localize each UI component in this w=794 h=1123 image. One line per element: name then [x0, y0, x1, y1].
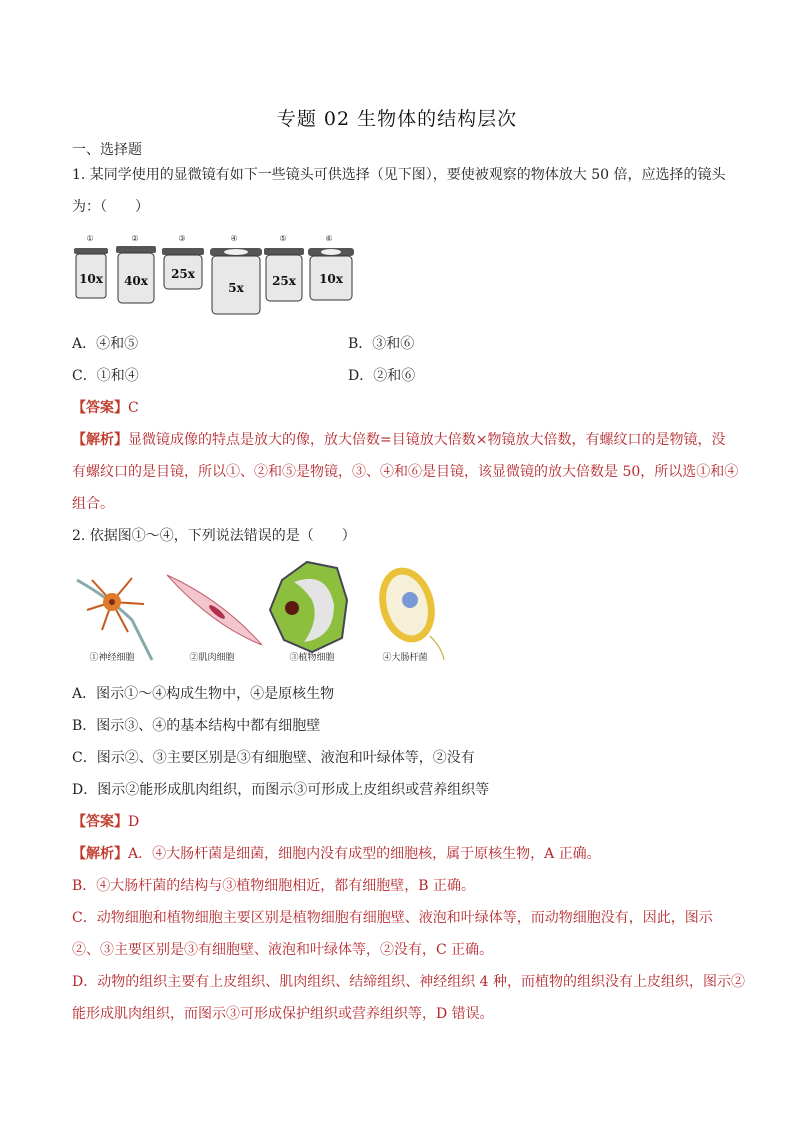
- lens-number: ⑤: [279, 234, 287, 243]
- q1-option-b: B．③和⑥: [348, 336, 415, 352]
- q1-analysis-line3: 组合。: [72, 496, 114, 512]
- lens-6: [308, 234, 354, 300]
- q2-analysis-line6: 能形成肌肉组织，而图示③可形成保护组织或营养组织等，D 错误。: [72, 1006, 494, 1022]
- q1-stem-line2: 为：（ ）: [72, 199, 149, 215]
- lens-number: ③: [178, 234, 186, 243]
- q2-answer: [72, 812, 139, 832]
- q2-option-c: C．图示②、③主要区别是③有细胞壁、液泡和叶绿体等，②没有: [72, 750, 475, 766]
- q2-analysis-line3: C．动物细胞和植物细胞主要区别是植物细胞有细胞壁、液泡和叶绿体等，而动物细胞没有，因此，图示: [72, 910, 713, 926]
- analysis-tag: 【解析】: [72, 846, 128, 862]
- caption-bacterium: ④大肠杆菌: [382, 653, 428, 663]
- lens-4: [210, 234, 262, 314]
- plant-cell-image: [270, 562, 347, 663]
- q2-option-d: D．图示②能形成肌肉组织，而图示③可形成上皮组织或营养组织等: [72, 782, 490, 798]
- lens-label: 25x: [272, 274, 296, 288]
- q1-option-c: C．①和④: [72, 368, 139, 384]
- q2-analysis-line1: [72, 844, 601, 864]
- lens-label: 25x: [171, 267, 195, 281]
- lens-label: 10x: [79, 272, 103, 286]
- neuron-cell-image: [77, 578, 152, 663]
- lens-label: 10x: [319, 272, 343, 286]
- analysis-tag: 【解析】: [72, 432, 128, 448]
- lens-number: ⑥: [325, 234, 333, 243]
- lens-5: [264, 234, 304, 301]
- q1-answer: [72, 398, 139, 418]
- q2-analysis-line5: D．动物的组织主要有上皮组织、肌肉组织、结缔组织、神经组织 4 种，而植物的组织没有上皮组织，图示②: [72, 974, 746, 990]
- q1-option-d: D．②和⑥: [348, 368, 416, 384]
- q2-analysis-line2: B．④大肠杆菌的结构与③植物细胞相近，都有细胞壁，B 正确。: [72, 878, 476, 894]
- lens-number: ④: [230, 234, 238, 243]
- q2-analysis-line4: ②、③主要区别是③有细胞壁、液泡和叶绿体等，②没有，C 正确。: [72, 942, 494, 958]
- lens-label: 5x: [228, 281, 244, 295]
- q2-option-a: A．图示①～④构成生物中，④是原核生物: [72, 686, 335, 702]
- answer-value: D: [128, 814, 140, 830]
- answer-value: C: [128, 400, 139, 416]
- lens-number: ①: [86, 234, 94, 243]
- q2-stem: 2. 依据图①～④，下列说法错误的是（ ）: [72, 528, 356, 544]
- caption-muscle: ②肌肉细胞: [189, 653, 235, 663]
- lens-2: [116, 234, 156, 303]
- cells-figure: [72, 560, 452, 666]
- microscope-lenses-figure: [66, 230, 366, 316]
- caption-plant: ③植物细胞: [289, 653, 335, 663]
- bacterium-cell-image: [371, 561, 444, 663]
- lens-3: [162, 234, 204, 289]
- analysis-text: A．④大肠杆菌是细菌，细胞内没有成型的细胞核，属于原核生物，A 正确。: [128, 846, 601, 862]
- section-heading: 一、选择题: [72, 142, 142, 158]
- q2-option-b: B．图示③、④的基本结构中都有细胞壁: [72, 718, 321, 734]
- q1-analysis-line1: [72, 430, 725, 450]
- analysis-text: 显微镜成像的特点是放大的像，放大倍数=目镜放大倍数×物镜放大倍数，有螺纹口的是物镜，没: [128, 432, 726, 448]
- q1-analysis-line2: 有螺纹口的是目镜，所以①、②和⑤是物镜，③、④和⑥是目镜，该显微镜的放大倍数是 50，所以选①和④: [72, 464, 739, 480]
- muscle-cell-image: [167, 575, 262, 663]
- answer-tag: 【答案】: [72, 814, 128, 830]
- lens-label: 40x: [124, 274, 148, 288]
- lens-number: ②: [131, 234, 139, 243]
- q1-stem-line1: 1. 某同学使用的显微镜有如下一些镜头可供选择（见下图），要使被观察的物体放大 50 倍，应选择的镜头: [72, 167, 726, 183]
- caption-neuron: ①神经细胞: [89, 653, 135, 663]
- page-title: 专题 02 生物体的结构层次: [276, 108, 518, 130]
- lens-1: [74, 234, 108, 298]
- q1-option-a: A．④和⑤: [72, 336, 139, 352]
- answer-tag: 【答案】: [72, 400, 128, 416]
